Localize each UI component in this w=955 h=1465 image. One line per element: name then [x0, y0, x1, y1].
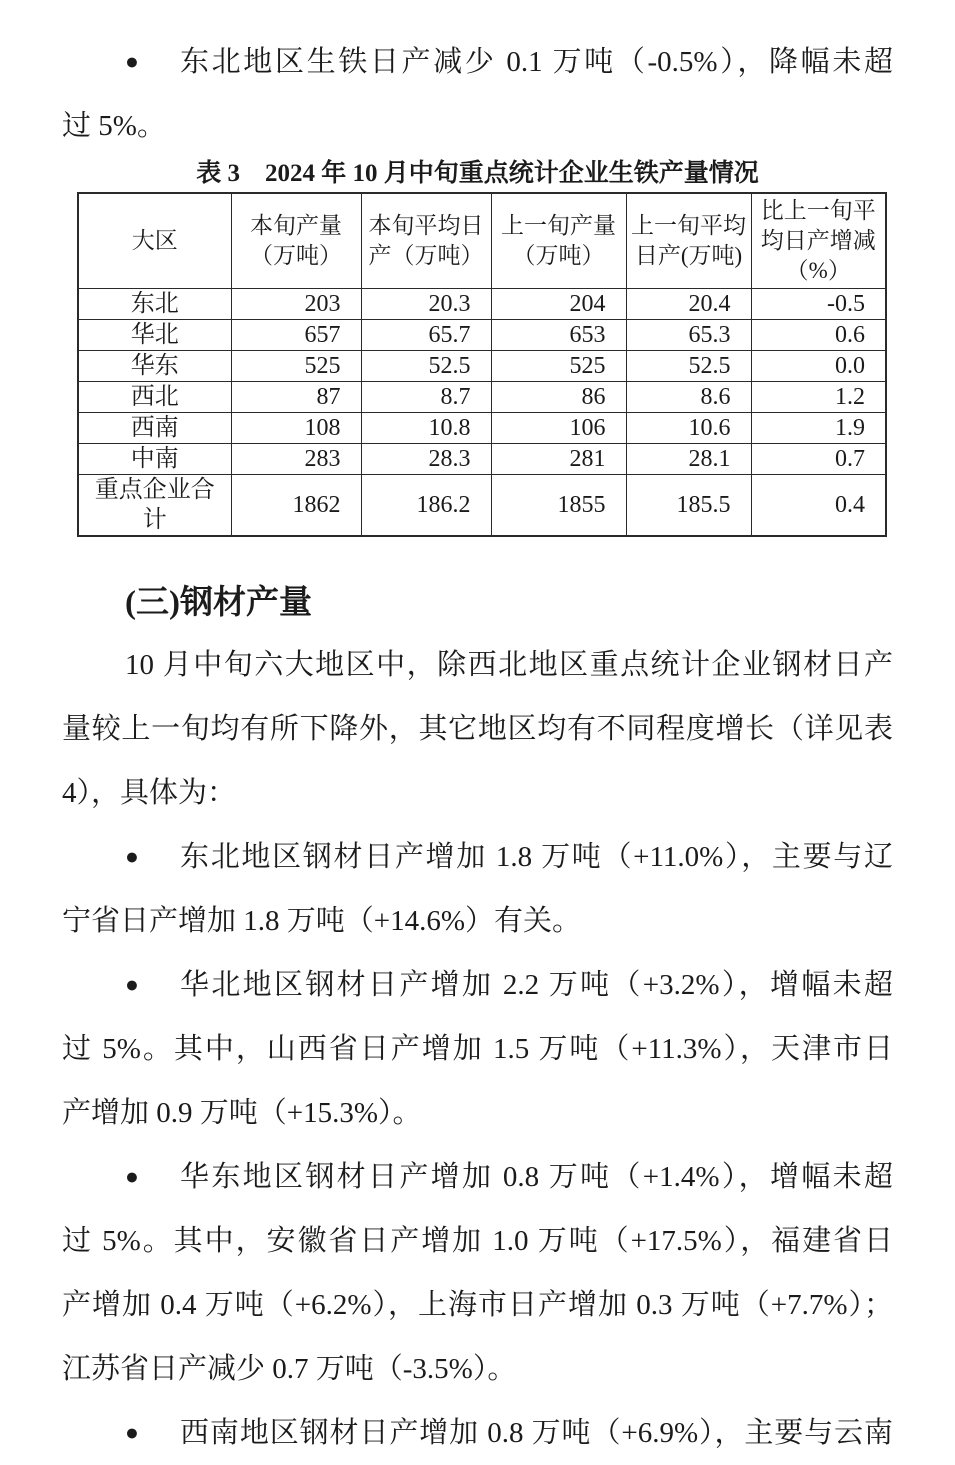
bullet-icon: ●	[125, 1420, 139, 1445]
table-row	[78, 413, 886, 444]
bullet-text: 东北地区钢材日产增加 1.8 万吨（+11.0%），主要与辽	[180, 841, 893, 873]
table-row	[78, 475, 886, 537]
value-cell: 0.6	[751, 320, 886, 351]
bullet-item	[62, 1145, 893, 1401]
bullet-item	[62, 825, 893, 953]
bullet-text: 华东地区钢材日产增加 0.8 万吨（+1.4%），增幅未超	[180, 1161, 893, 1193]
pig-iron-bullet-paragraph	[62, 30, 893, 158]
value-cell: 20.4	[626, 289, 751, 320]
table-row	[78, 382, 886, 413]
value-cell: 657	[231, 320, 361, 351]
text-line: 量较上一旬均有所下降外，其它地区均有不同程度增长（详见表	[62, 713, 893, 745]
text-line: 产增加 0.9 万吨（+15.3%）。	[62, 1097, 422, 1129]
value-cell: 20.3	[361, 289, 491, 320]
value-cell: 10.6	[626, 413, 751, 444]
text-line: 宁省日产增加 1.8 万吨（+14.6%）有关。	[62, 905, 582, 937]
value-cell: 0.0	[751, 351, 886, 382]
bullet-text: 华北地区钢材日产增加 2.2 万吨（+3.2%），增幅未超	[180, 969, 893, 1001]
region-cell: 西北	[78, 382, 231, 413]
text-line: 10 月中旬六大地区中，除西北地区重点统计企业钢材日产	[125, 649, 893, 681]
value-cell: 281	[491, 444, 626, 475]
bullet-line	[62, 953, 893, 1017]
steel-bullet-list	[62, 825, 893, 1465]
value-cell: 52.5	[626, 351, 751, 382]
value-cell: 1.9	[751, 413, 886, 444]
bullet-icon: ●	[125, 1164, 139, 1189]
region-cell: 东北	[78, 289, 231, 320]
table-title: 表 3 2024 年 10 月中旬重点统计企业生铁产量情况	[196, 160, 759, 187]
table-header	[78, 193, 886, 289]
value-cell: 8.7	[361, 382, 491, 413]
bullet-text: 东北地区生铁日产减少 0.1 万吨（-0.5%），降幅未超	[180, 46, 893, 78]
header-cell: 上一旬产量（万吨）	[491, 193, 626, 289]
text-line: 过 5%。其中，山西省日产增加 1.5 万吨（+11.3%），天津市日	[62, 1033, 893, 1065]
bullet-icon: ●	[125, 49, 139, 74]
value-cell: 65.7	[361, 320, 491, 351]
section-heading: (三)钢材产量	[125, 585, 312, 621]
value-cell: 1855	[491, 475, 626, 537]
value-cell: 52.5	[361, 351, 491, 382]
table-row	[78, 444, 886, 475]
text-line: 4），具体为：	[62, 777, 237, 809]
text-line: 江苏省日产减少 0.7 万吨（-3.5%）。	[62, 1353, 517, 1385]
value-cell: 203	[231, 289, 361, 320]
region-cell: 西南	[78, 413, 231, 444]
value-cell: 8.6	[626, 382, 751, 413]
value-cell: 108	[231, 413, 361, 444]
bullet-item	[62, 953, 893, 1145]
value-cell: 525	[491, 351, 626, 382]
header-cell: 本旬产量（万吨）	[231, 193, 361, 289]
bullet-icon: ●	[125, 972, 139, 997]
value-cell: 28.1	[626, 444, 751, 475]
region-cell: 中南	[78, 444, 231, 475]
header-cell: 上一旬平均日产(万吨)	[626, 193, 751, 289]
value-cell: 1862	[231, 475, 361, 537]
bullet-item	[62, 1401, 893, 1465]
bullet-line	[62, 825, 893, 889]
table-row	[78, 351, 886, 382]
bullet-line	[62, 30, 893, 94]
region-cell: 重点企业合计	[78, 475, 231, 537]
header-cell: 比上一旬平均日产增减（%）	[751, 193, 886, 289]
value-cell: -0.5	[751, 289, 886, 320]
header-cell: 本旬平均日产（万吨）	[361, 193, 491, 289]
value-cell: 204	[491, 289, 626, 320]
table-header-row	[78, 193, 886, 289]
bullet-text: 西南地区钢材日产增加 0.8 万吨（+6.9%），主要与云南	[180, 1417, 893, 1449]
region-cell: 华北	[78, 320, 231, 351]
region-cell: 华东	[78, 351, 231, 382]
value-cell: 186.2	[361, 475, 491, 537]
value-cell: 87	[231, 382, 361, 413]
value-cell: 106	[491, 413, 626, 444]
bullet-line	[62, 1145, 893, 1209]
text-line: 过 5%。	[62, 110, 166, 142]
value-cell: 0.7	[751, 444, 886, 475]
value-cell: 653	[491, 320, 626, 351]
text-line: 产增加 0.4 万吨（+6.2%），上海市日产增加 0.3 万吨（+7.7%）；	[62, 1289, 893, 1321]
value-cell: 283	[231, 444, 361, 475]
value-cell: 28.3	[361, 444, 491, 475]
header-cell: 大区	[78, 193, 231, 289]
table-row	[78, 320, 886, 351]
value-cell: 86	[491, 382, 626, 413]
pig-iron-production-table	[77, 192, 887, 537]
value-cell: 525	[231, 351, 361, 382]
value-cell: 0.4	[751, 475, 886, 537]
intro-paragraph	[62, 633, 893, 825]
value-cell: 185.5	[626, 475, 751, 537]
value-cell: 65.3	[626, 320, 751, 351]
value-cell: 1.2	[751, 382, 886, 413]
value-cell: 10.8	[361, 413, 491, 444]
bullet-line	[62, 1401, 893, 1465]
bullet-icon: ●	[125, 844, 139, 869]
table-row	[78, 289, 886, 320]
table-body	[78, 289, 886, 537]
text-line: 过 5%。其中，安徽省日产增加 1.0 万吨（+17.5%），福建省日	[62, 1225, 893, 1257]
